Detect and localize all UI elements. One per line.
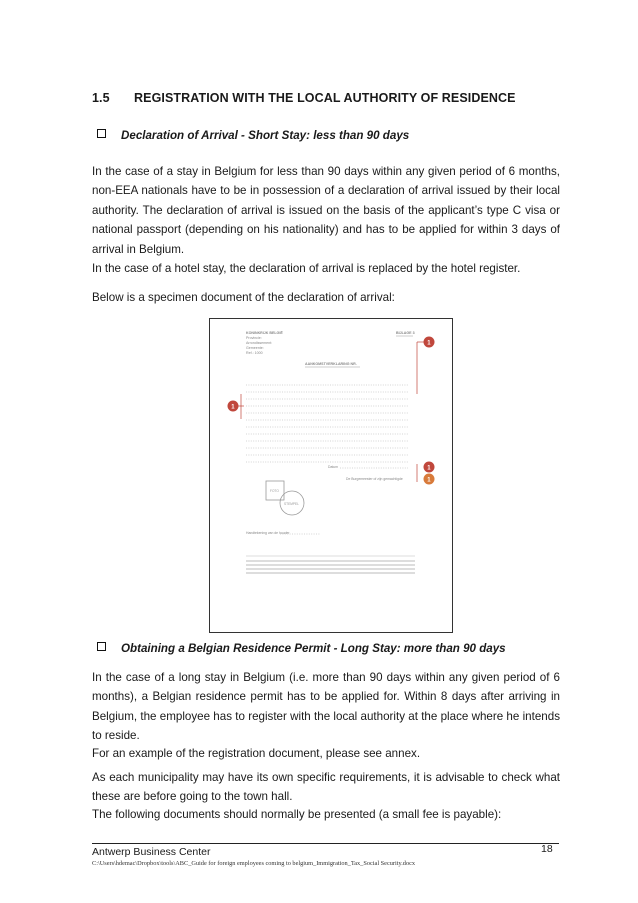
specimen-header-line: Arrondissement: — [246, 341, 273, 345]
svg-text:1: 1 — [427, 477, 431, 484]
section-heading — [92, 91, 516, 105]
footer-company: Antwerp Business Center — [92, 846, 211, 858]
short-stay-heading: Declaration of Arrival - Short Stay: less than 90 days — [121, 129, 410, 142]
svg-text:1: 1 — [231, 404, 235, 411]
svg-text:1: 1 — [427, 465, 431, 472]
bullet-long-stay — [97, 642, 506, 655]
footer-file-path: C:\Users\hdemac\Dropbox\tools\ABC_Guide for foreign employees coming to belgium_Immigration_Tax_Social Security.docx — [92, 860, 416, 867]
footer-divider — [92, 843, 559, 844]
specimen-signature-label: De Burgemeester of zijn gemachtigde — [346, 477, 403, 481]
specimen-marker-3 — [424, 462, 435, 473]
svg-text:1: 1 — [427, 340, 431, 347]
specimen-marker-4 — [424, 474, 435, 485]
long-stay-paragraph-4: The following documents should normally be presented (a small fee is payable): — [92, 808, 502, 821]
specimen-date-label: Datum — [328, 465, 338, 469]
specimen-document-image — [209, 318, 453, 633]
specimen-title: AANKOMSTVERKLARING NR. — [305, 362, 357, 366]
long-stay-paragraph-3: As each municipality may have its own specific requirements, it is advisable to check what these are before going to the town hall. — [92, 771, 560, 804]
page-number: 18 — [541, 843, 553, 855]
specimen-header-line: Provincie: — [246, 336, 262, 340]
long-stay-heading: Obtaining a Belgian Residence Permit - Long Stay: more than 90 days — [121, 642, 506, 655]
specimen-marker-1 — [424, 337, 435, 348]
specimen-annex-label: BIJLAGE 3 — [396, 331, 415, 335]
specimen-header-line: Ref.: 1000 — [246, 351, 263, 355]
short-stay-paragraph-3: Below is a specimen document of the declaration of arrival: — [92, 291, 395, 304]
short-stay-paragraph-2: In the case of a hotel stay, the declaration of arrival is replaced by the hotel register. — [92, 262, 521, 275]
bullet-short-stay — [97, 129, 409, 142]
long-stay-paragraph-2: For an example of the registration document, please see annex. — [92, 747, 421, 760]
specimen-stamp-label: STEMPEL — [284, 502, 299, 506]
specimen-header-line: Gemeente: — [246, 346, 264, 350]
specimen-header-line: KONINKRIJK BELGIË — [246, 331, 283, 335]
specimen-holder-signature: Handtekening van de houder — [246, 531, 290, 535]
specimen-photo-label: FOTO — [270, 489, 279, 493]
short-stay-paragraph-1: In the case of a stay in Belgium for less than 90 days within any given period of 6 months, non-EEA nationals have to be in possession of a declaration of arrival issued by their local authority. The declaration of arrival is issued on the basis of the applicant’s type C visa or national passport (depending on his nationality) and has to be applied for within 3 days of arrival in Belgium. — [92, 165, 560, 256]
specimen-marker-2 — [228, 401, 239, 412]
section-number: 1.5 — [92, 91, 110, 105]
section-title: REGISTRATION WITH THE LOCAL AUTHORITY OF RESIDENCE — [134, 91, 516, 105]
long-stay-paragraph-1: In the case of a long stay in Belgium (i.e. more than 90 days within any given period of 6 months), a Belgian residence permit has to be applied for. Within 8 days after arriving in Belgium, the employee has to register with the local authority at the place where he intends to reside. — [92, 671, 560, 743]
checkbox-bullet-icon — [97, 642, 106, 651]
checkbox-bullet-icon — [97, 129, 106, 138]
